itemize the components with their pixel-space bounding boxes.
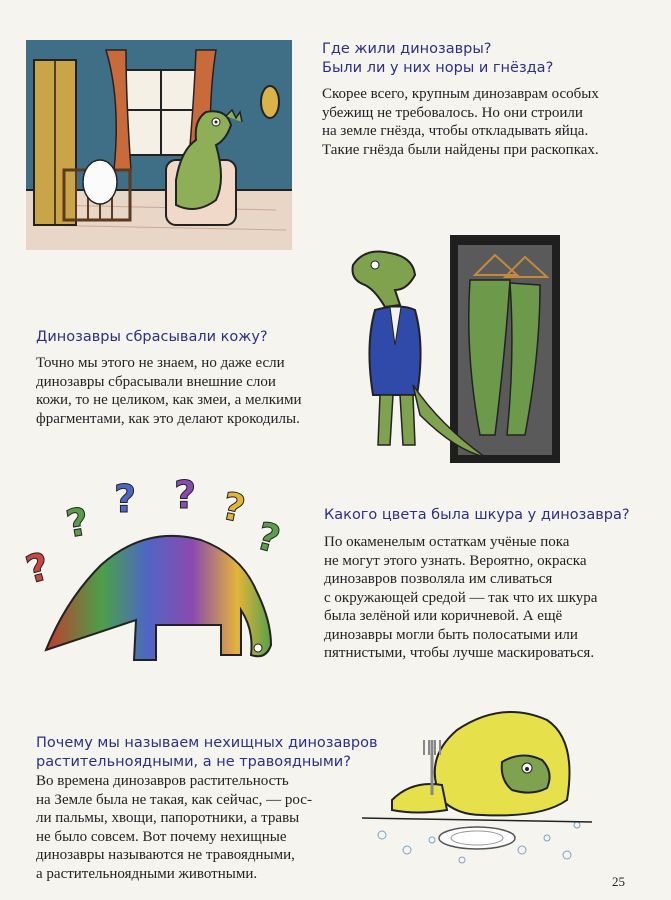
section-heading-habitat: Где жили динозавры? Были ли у них норы и гнёзда? xyxy=(322,41,554,76)
section-heading-skin-color: Какого цвета была шкура у динозавра? xyxy=(324,507,630,523)
section-body-habitat: Скорее всего, крупным динозаврам особых убежищ не требовалось. Но они строили на земле гнёзда, чтобы откладывать яйца. Такие гнёзда были найдены при раскопках. xyxy=(322,86,599,158)
svg-text:?: ? xyxy=(174,473,197,517)
colorful-dinosaur-illustration xyxy=(21,470,296,670)
svg-text:?: ? xyxy=(218,483,249,532)
svg-text:?: ? xyxy=(21,543,55,593)
section-heading-skin-shedding: Динозавры сбрасывали кожу? xyxy=(36,329,268,345)
dinosaur-in-room-illustration xyxy=(26,40,292,250)
page-number: 25 xyxy=(612,874,625,889)
dinosaur-in-suit-illustration xyxy=(345,235,575,470)
section-body-skin-shedding: Точно мы этого не знаем, но даже если динозавры сбрасывали внешние слои кожи, то не целиком, как змеи, а мелкими фрагментами, как это делают крокодилы. xyxy=(36,355,302,427)
dinosaur-with-plate-illustration xyxy=(362,700,592,870)
svg-text:?: ? xyxy=(252,513,285,562)
svg-text:?: ? xyxy=(114,477,137,521)
section-heading-herbivores: Почему мы называем нехищных динозавров растительноядными, а не травоядными? xyxy=(36,735,378,770)
section-body-skin-color: По окаменелым остаткам учёные пока не могут этого узнать. Вероятно, окраска динозавров позволяла им сливаться с окружающей средой — так что их шкура была зелёной или коричневой. А ещё динозавры могли быть полосатыми или пятнистыми, чтобы лучше маскироваться. xyxy=(324,534,598,661)
svg-text:?: ? xyxy=(62,499,93,547)
section-body-herbivores: Во времена динозавров растительность на Земле была не такая, как сейчас, — рос- ли пальмы, хвощи, папоротники, а травы не было совсем. Вот почему нехищные динозавры называются не травоядными, а растительноядными животными. xyxy=(36,773,312,882)
